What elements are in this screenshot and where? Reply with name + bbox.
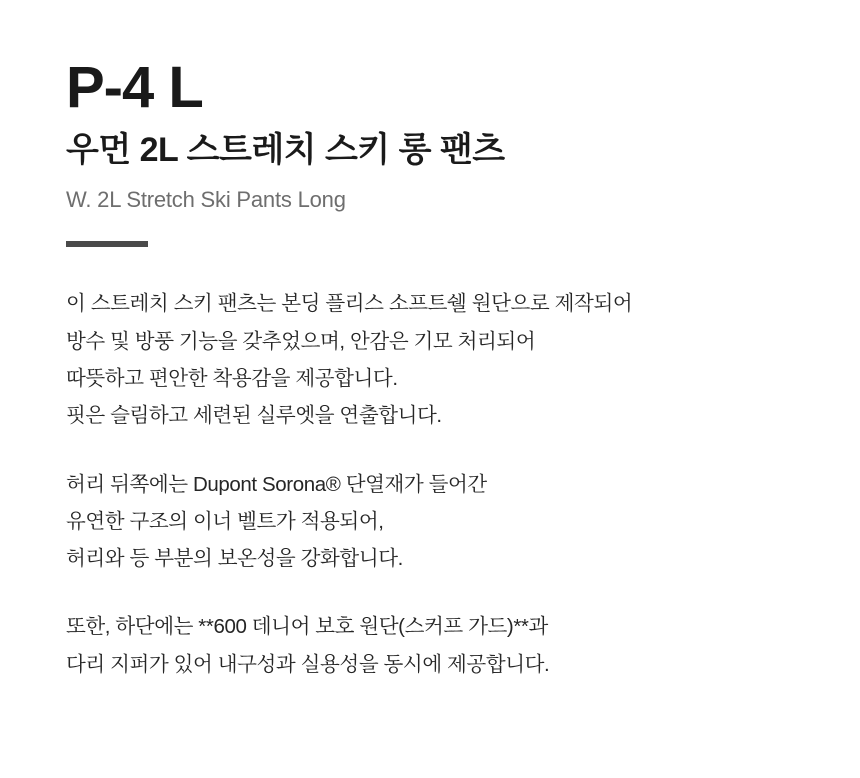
description-line: 유연한 구조의 이너 벨트가 적용되어, [66, 509, 384, 533]
product-title-english: W. 2L Stretch Ski Pants Long [66, 187, 346, 213]
product-code: P-4 L [66, 55, 203, 120]
description-line: 방수 및 방풍 기능을 갖추었으며, 안감은 기모 처리되어 [66, 329, 536, 353]
description-paragraph-3 [66, 608, 800, 683]
description-line: 다리 지퍼가 있어 내구성과 실용성을 동시에 제공합니다. [66, 652, 550, 676]
description-line: 또한, 하단에는 **600 데니어 보호 원단(스커프 가드)**과 [66, 615, 548, 639]
divider-rule [66, 241, 148, 247]
description-line: 허리와 등 부분의 보온성을 강화합니다. [66, 547, 403, 571]
description-paragraph-2 [66, 466, 800, 578]
description-line: 핏은 슬림하고 세련된 실루엣을 연출합니다. [66, 404, 442, 428]
description-paragraph-1 [66, 285, 800, 434]
description-line: 허리 뒤쪽에는 Dupont Sorona® 단열재가 들어간 [66, 472, 487, 496]
product-title-korean: 우먼 2L 스트레치 스키 롱 팬츠 [66, 130, 505, 169]
description-line: 이 스트레치 스키 팬츠는 본딩 플리스 소프트쉘 원단으로 제작되어 [66, 292, 633, 316]
description-line: 따뜻하고 편안한 착용감을 제공합니다. [66, 366, 398, 390]
